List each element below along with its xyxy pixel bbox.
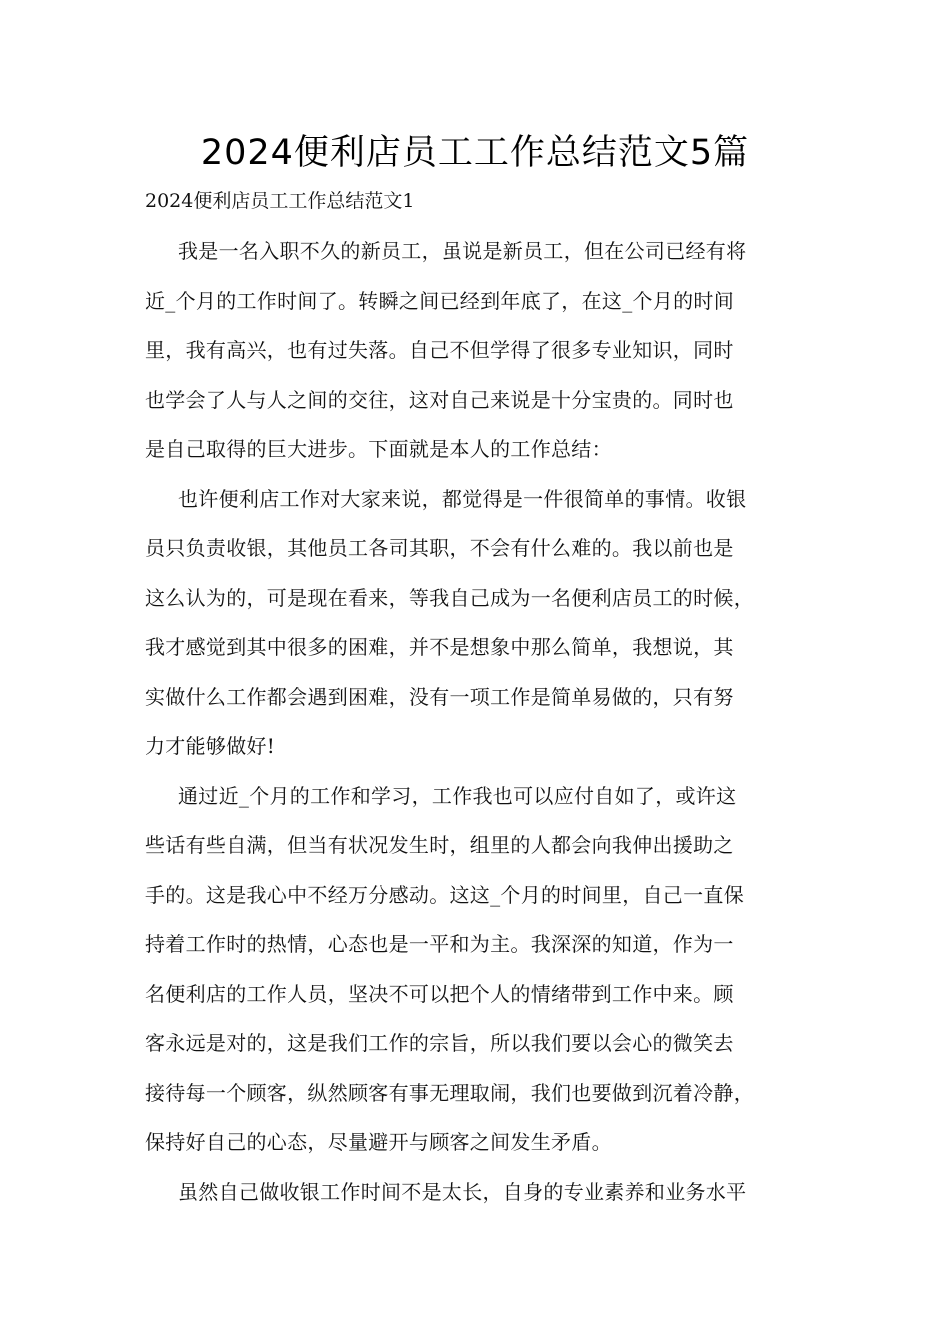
text-line: 客永远是对的，这是我们工作的宗旨，所以我们要以会心的微笑去 — [145, 1031, 734, 1055]
document-body — [145, 232, 820, 1222]
text-line: 也许便利店工作对大家来说，都觉得是一件很简单的事情。收银 — [178, 486, 747, 511]
text-line: 持着工作时的热情，心态也是一平和为主。我深深的知道，作为一 — [145, 932, 734, 956]
text-line: 保持好自己的心态，尽量避开与顾客之间发生矛盾。 — [145, 1130, 612, 1154]
document-title: 2024便利店员工工作总结范文5篇 — [200, 133, 750, 173]
text-line: 名便利店的工作人员，坚决不可以把个人的情绪带到工作中来。顾 — [145, 981, 734, 1006]
text-line: 是自己取得的巨大进步。下面就是本人的工作总结： — [145, 437, 612, 461]
text-line: 接待每一个顾客，纵然顾客有事无理取闹，我们也要做到沉着冷静， — [145, 1080, 754, 1105]
text-line: 手的。这是我心中不经万分感动。这这_个月的时间里，自己一直保 — [145, 882, 744, 907]
section-heading: 2024便利店员工工作总结范文1 — [145, 190, 415, 212]
text-line: 力才能够做好! — [145, 734, 276, 758]
text-line: 我是一名入职不久的新员工，虽说是新员工，但在公司已经有将 — [178, 239, 747, 263]
text-line: 这么认为的，可是现在看来，等我自己成为一名便利店员工的时候， — [145, 585, 754, 610]
text-line: 虽然自己做收银工作时间不是太长，自身的专业素养和业务水平 — [178, 1179, 747, 1204]
text-line: 近_个月的工作时间了。转瞬之间已经到年底了，在这_个月的时间 — [145, 288, 734, 313]
text-line: 里，我有高兴，也有过失落。自己不但学得了很多专业知识，同时 — [145, 338, 734, 362]
text-line: 些话有些自满，但当有状况发生时，组里的人都会向我伸出援助之 — [145, 833, 734, 857]
text-line: 员只负责收银，其他员工各司其职，不会有什么难的。我以前也是 — [145, 536, 734, 560]
text-line: 通过近_个月的工作和学习，工作我也可以应付自如了，或许这 — [178, 783, 737, 808]
text-line: 我才感觉到其中很多的困难，并不是想象中那么简单，我想说，其 — [145, 635, 734, 659]
text-line: 也学会了人与人之间的交往，这对自己来说是十分宝贵的。同时也 — [145, 387, 734, 412]
text-line: 实做什么工作都会遇到困难，没有一项工作是简单易做的，只有努 — [145, 684, 734, 709]
